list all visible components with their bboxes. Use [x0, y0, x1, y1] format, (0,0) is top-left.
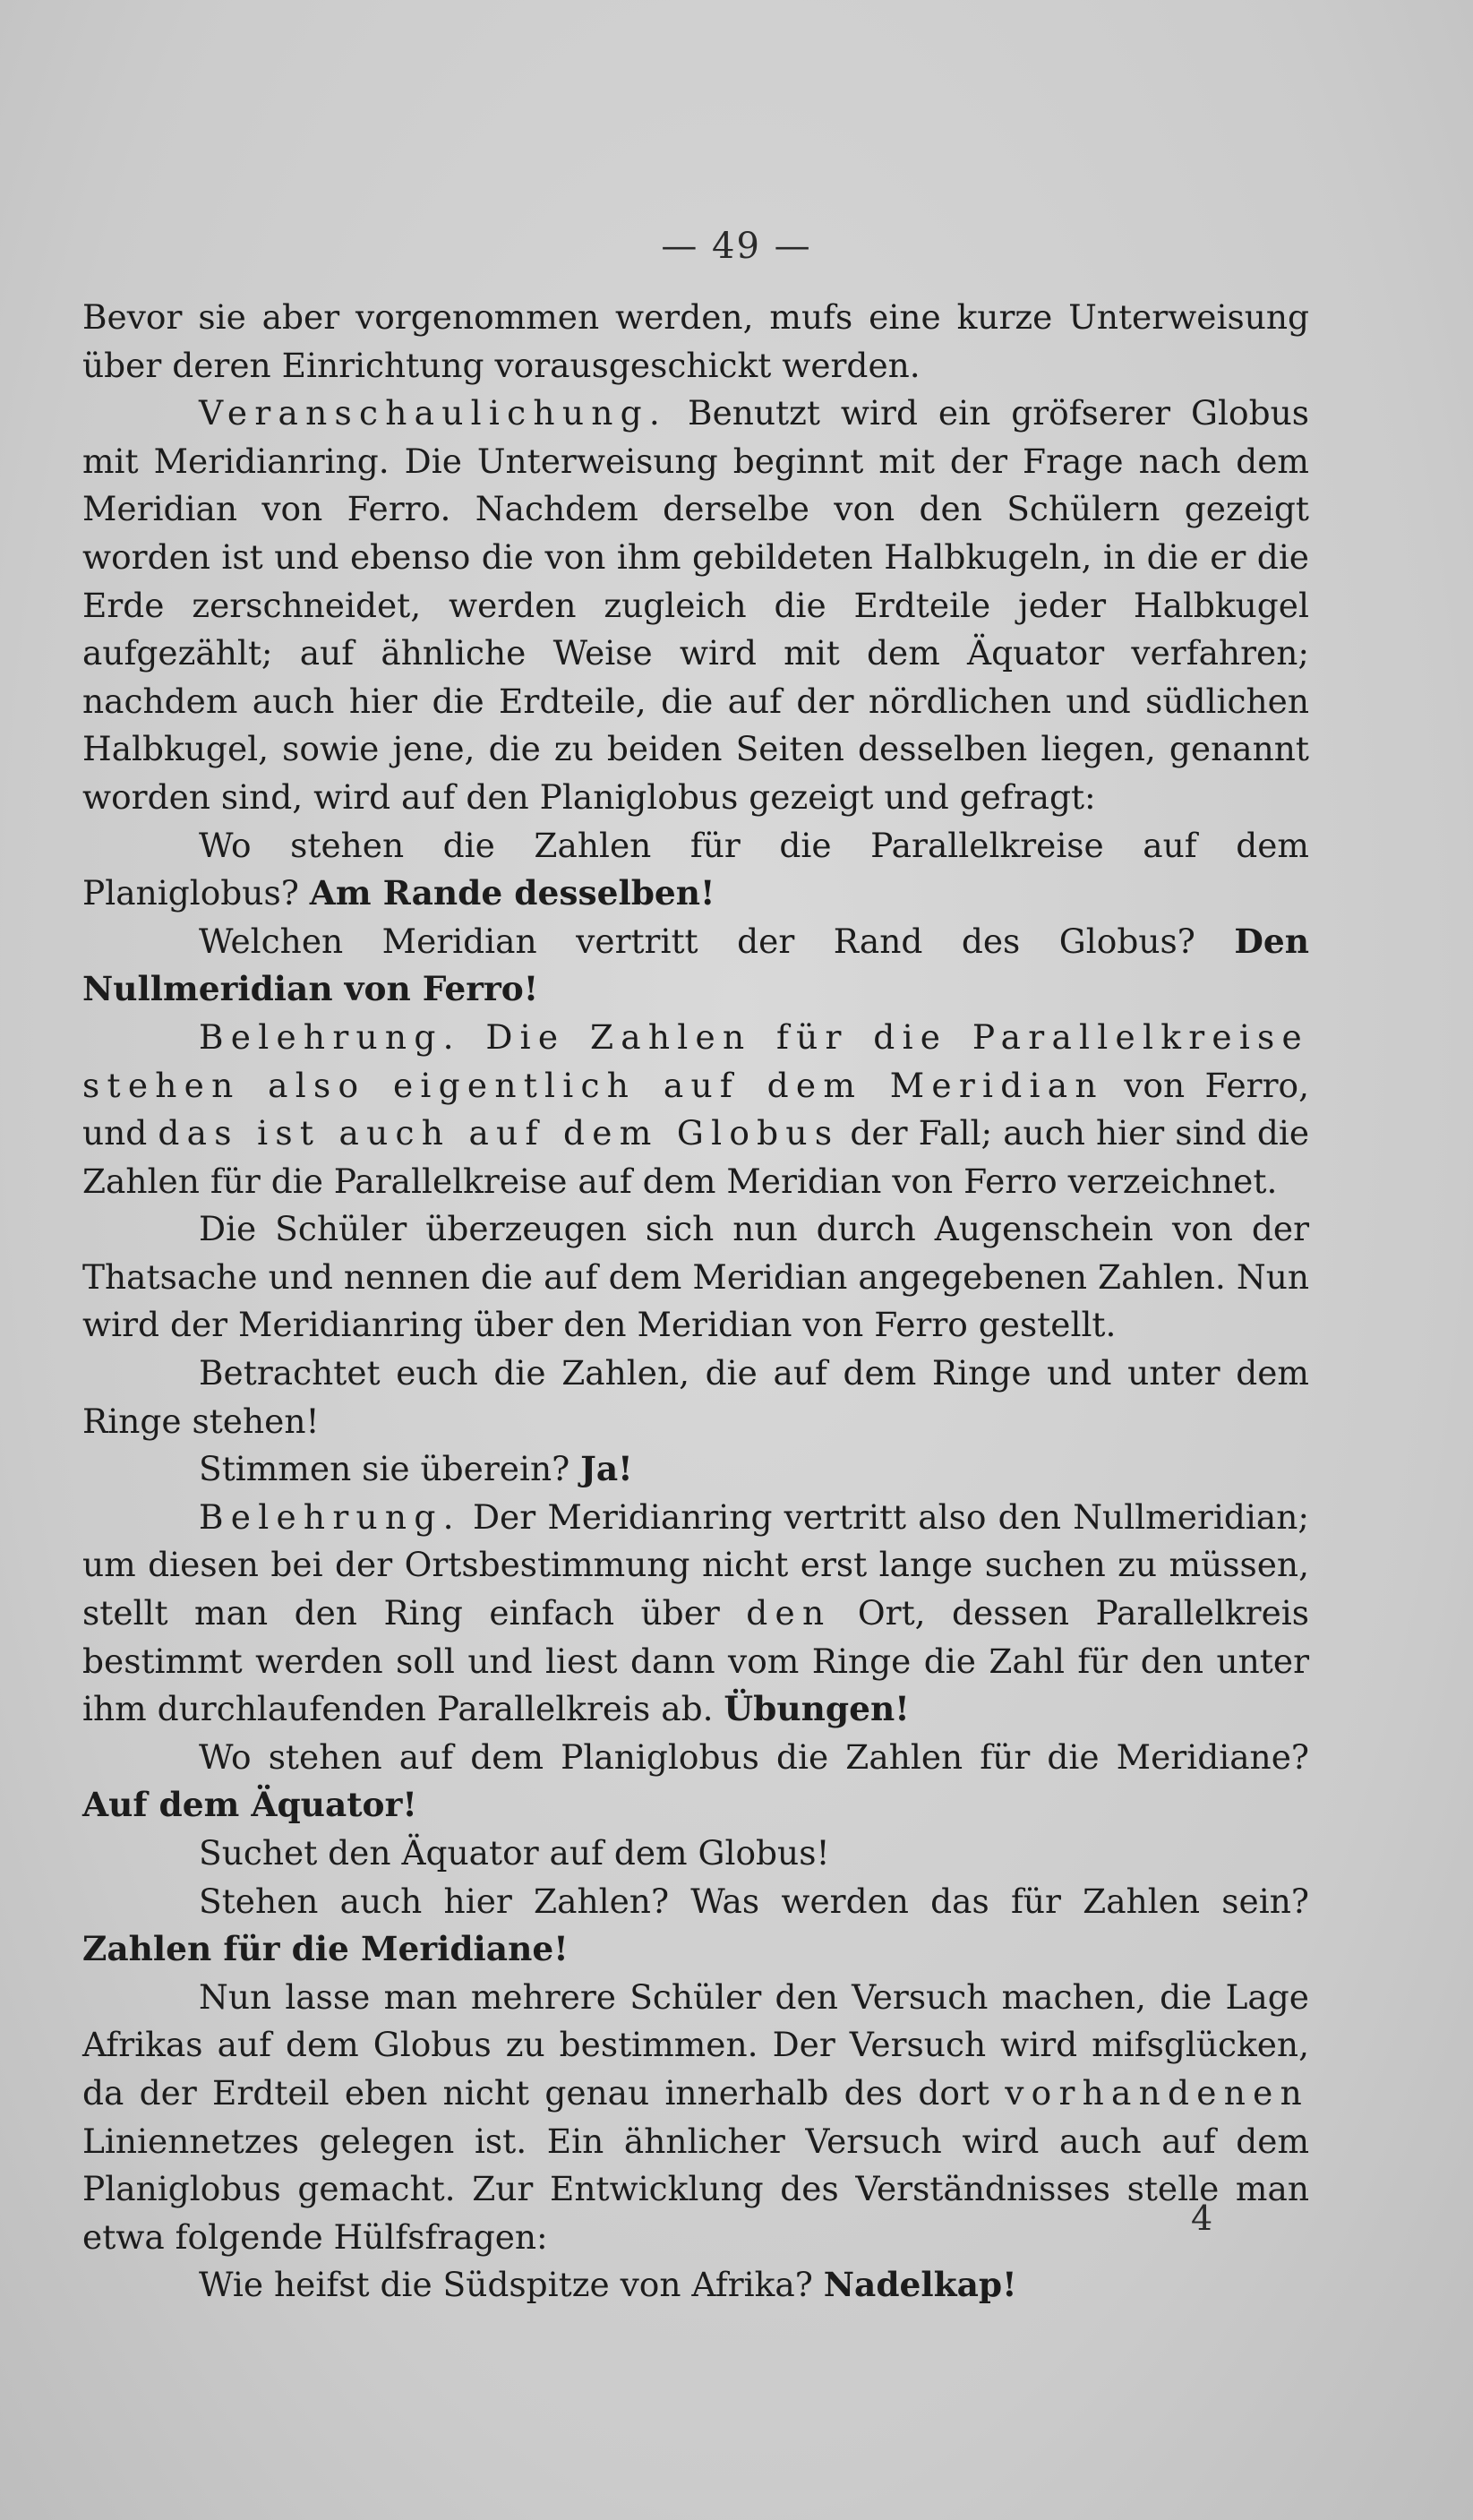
question-text: Wo stehen auf dem Planiglobus die Zahlen für die Meridiane? [199, 1736, 1309, 1777]
question-text: Wo stehen die Zahlen für die Parallelkreise auf dem Planiglobus? [82, 825, 1309, 913]
answer-text: Zahlen für die Meridiane! [82, 1929, 569, 1969]
paragraph [82, 918, 1309, 1014]
answer-text: Nadelkap! [823, 2265, 1017, 2305]
body-text [82, 294, 1309, 2310]
paragraph [82, 390, 1309, 821]
paragraph [82, 1445, 1309, 1494]
signature-mark: 4 [1191, 2199, 1213, 2238]
text-run: Betrachtet euch die Zahlen, die auf dem Ringe und unter dem Ringe stehen! [82, 1353, 1309, 1441]
paragraph [82, 822, 1309, 918]
paragraph [82, 1878, 1309, 1974]
text-run: Benutzt wird ein gröfserer Globus mit Meridianring. Die Unterweisung beginnt mit der Frage nach dem Meridian von Ferro. Nachdem derselbe von den Schülern gezeigt worden ist und ebenso die von ihm gebildeten Halbkugeln, in die er die Erde zerschneidet, werden zugleich die Erdteile jeder Halbkugel aufgezählt; auf ähnliche Weise wird mit dem Äquator verfahren; nachdem auch hier die Erdteile, die auf der nördlichen und südlichen Halbkugel, sowie jene, die zu beiden Seiten desselben liegen, genannt worden sind, wird auf den Planiglobus gezeigt und gefragt: [82, 393, 1309, 817]
paragraph [82, 1734, 1309, 1830]
answer-text: Übungen! [724, 1689, 910, 1729]
text-run: Suchet den Äquator auf dem Globus! [199, 1833, 830, 1873]
spaced-emphasis: das ist auch auf dem Globus [158, 1113, 840, 1153]
paragraph [82, 1830, 1309, 1878]
paragraph [82, 1014, 1309, 1205]
question-text: Welchen Meridian vertritt der Rand des Globus? [199, 921, 1235, 961]
question-text: Wie heifst die Südspitze von Afrika? [199, 2265, 824, 2305]
answer-text: Am Rande desselben! [309, 873, 715, 913]
answer-text: Auf dem Äquator! [82, 1785, 417, 1825]
text-run: Die Schüler überzeugen sich nun durch Augenschein von der Thatsache und nennen die auf dem Meridian angegebenen Zahlen. Nun wird der Meridianring über den Meridian von Ferro gestellt. [82, 1209, 1309, 1345]
page-number: — 49 — [661, 226, 812, 267]
text-run: von Ferro, und [82, 1065, 1310, 1153]
spaced-emphasis: den [746, 1593, 832, 1633]
text-run: Bevor sie aber vorgenommen werden, mufs eine kurze Unterweisung über deren Einrichtung vorausgeschickt werden. [82, 297, 1309, 385]
answer-text: Ja! [580, 1449, 633, 1489]
spaced-heading: Belehrung. [199, 1496, 461, 1537]
question-text: Stehen auch hier Zahlen? Was werden das für Zahlen sein? [199, 1881, 1309, 1921]
spaced-emphasis: Belehrung. Die Zahlen für die Parallelkreise stehen also eigentlich auf dem Meridian [82, 1016, 1309, 1105]
spaced-emphasis: vorhandenen [1005, 2072, 1309, 2113]
answer-text: Den Nullmeridian von Ferro! [82, 921, 1309, 1009]
paragraph [82, 1350, 1309, 1445]
spaced-heading: Veranschaulichung. [199, 393, 668, 433]
paragraph [82, 1494, 1309, 1734]
paragraph [82, 294, 1309, 390]
text-run: der Fall; auch hier sind die Zahlen für die Parallelkreise auf dem Meridian von Ferro verzeichnet. [82, 1113, 1310, 1201]
text-run: Nun lasse man mehrere Schüler den Versuch machen, die Lage Afrikas auf dem Globus zu bestimmen. Der Versuch wird mifsglücken, da der Erdteil eben nicht genau innerhalb des dort [82, 1976, 1309, 2113]
paragraph [82, 2261, 1309, 2310]
text-run: Ort, dessen Parallelkreis bestimmt werden soll und liest dann vom Ringe die Zahl für den unter ihm durchlaufenden Parallelkreis ab. [82, 1593, 1309, 1729]
question-text: Stimmen sie überein? [199, 1449, 581, 1489]
paragraph [82, 1205, 1309, 1350]
text-run: Der Meridianring vertritt also den Nullmeridian; um diesen bei der Ortsbestimmung nicht erst lange suchen zu müssen, stellt man den Ring einfach über [82, 1496, 1309, 1633]
paragraph [82, 1974, 1309, 2262]
text-run: Liniennetzes gelegen ist. Ein ähnlicher Versuch wird auch auf dem Planiglobus gemacht. Zur Entwicklung des Verständnisses stelle man etwa folgende Hülfsfragen: [82, 2121, 1309, 2257]
